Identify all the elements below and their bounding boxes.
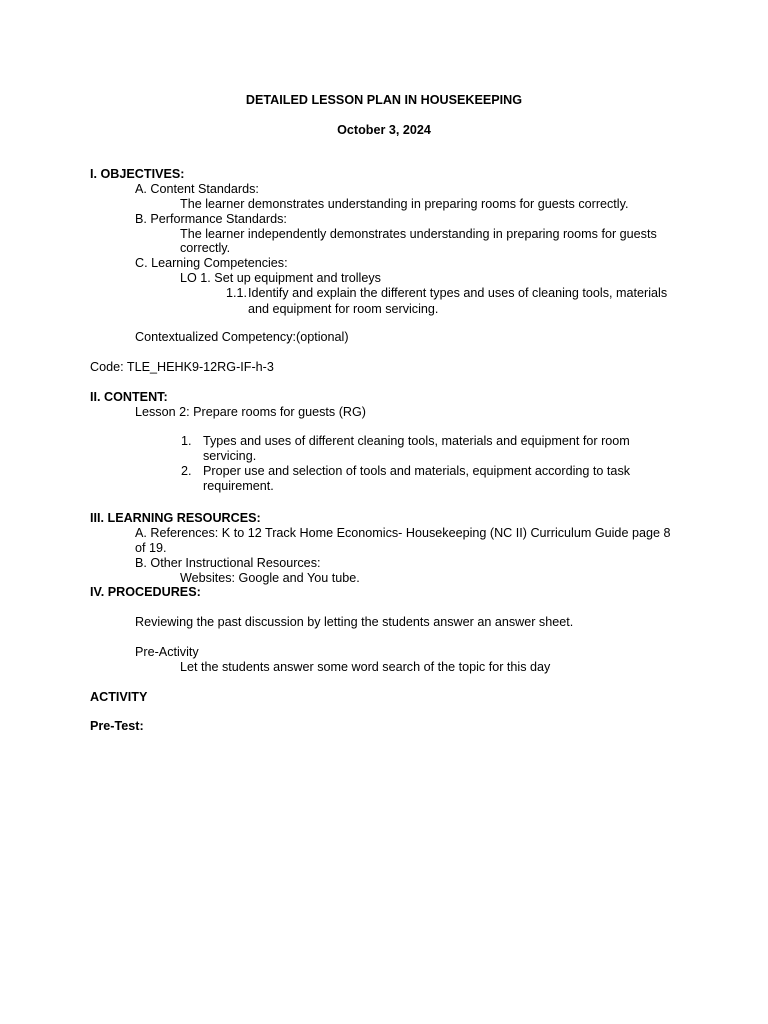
competency-code: Code: TLE_HEHK9-12RG-IF-h-3 — [90, 360, 274, 374]
content-item-number: 1. — [181, 434, 192, 448]
objectives-heading: I. OBJECTIVES: — [90, 167, 185, 181]
references-line1: A. References: K to 12 Track Home Economics- Housekeeping (NC II) Curriculum Guide page 8 — [135, 526, 671, 540]
content-item-line1: Types and uses of different cleaning tools, materials and equipment for room — [203, 434, 630, 448]
sub-competency-number: 1.1. — [226, 286, 248, 300]
references-line2: of 19. — [135, 541, 167, 555]
review-text: Reviewing the past discussion by letting the students answer an answer sheet. — [135, 615, 574, 629]
contextualized-competency: Contextualized Competency:(optional) — [135, 330, 349, 344]
document-date: October 3, 2024 — [337, 123, 431, 137]
websites-text: Websites: Google and You tube. — [180, 571, 360, 585]
content-item-line2: servicing. — [203, 449, 257, 463]
content-item-number: 2. — [181, 464, 192, 478]
performance-standards-text-line2: correctly. — [180, 241, 231, 255]
content-heading: II. CONTENT: — [90, 390, 168, 404]
performance-standards-label: B. Performance Standards: — [135, 212, 287, 226]
pre-activity-label: Pre-Activity — [135, 645, 199, 659]
performance-standards-text-line1: The learner independently demonstrates understanding in preparing rooms for guests — [180, 227, 657, 241]
content-item-line2: requirement. — [203, 479, 274, 493]
resources-heading: III. LEARNING RESOURCES: — [90, 511, 261, 525]
pretest-heading: Pre-Test: — [90, 719, 144, 733]
document-title: DETAILED LESSON PLAN IN HOUSEKEEPING — [245, 93, 523, 107]
pre-activity-text: Let the students answer some word search of the topic for this day — [180, 660, 551, 674]
sub-competency-line2: and equipment for room servicing. — [248, 302, 439, 316]
content-standards-label: A. Content Standards: — [135, 182, 259, 196]
learning-outcome-1: LO 1. Set up equipment and trolleys — [180, 271, 381, 285]
content-standards-text: The learner demonstrates understanding in preparing rooms for guests correctly. — [180, 197, 629, 211]
procedures-heading: IV. PROCEDURES: — [90, 585, 201, 599]
activity-heading: ACTIVITY — [90, 690, 148, 704]
other-resources-label: B. Other Instructional Resources: — [135, 556, 321, 570]
sub-competency-line1: Identify and explain the different types and uses of cleaning tools, materials — [248, 286, 668, 300]
content-item-line1: Proper use and selection of tools and materials, equipment according to task — [203, 464, 631, 478]
learning-competencies-label: C. Learning Competencies: — [135, 256, 288, 270]
lesson-title: Lesson 2: Prepare rooms for guests (RG) — [135, 405, 366, 419]
